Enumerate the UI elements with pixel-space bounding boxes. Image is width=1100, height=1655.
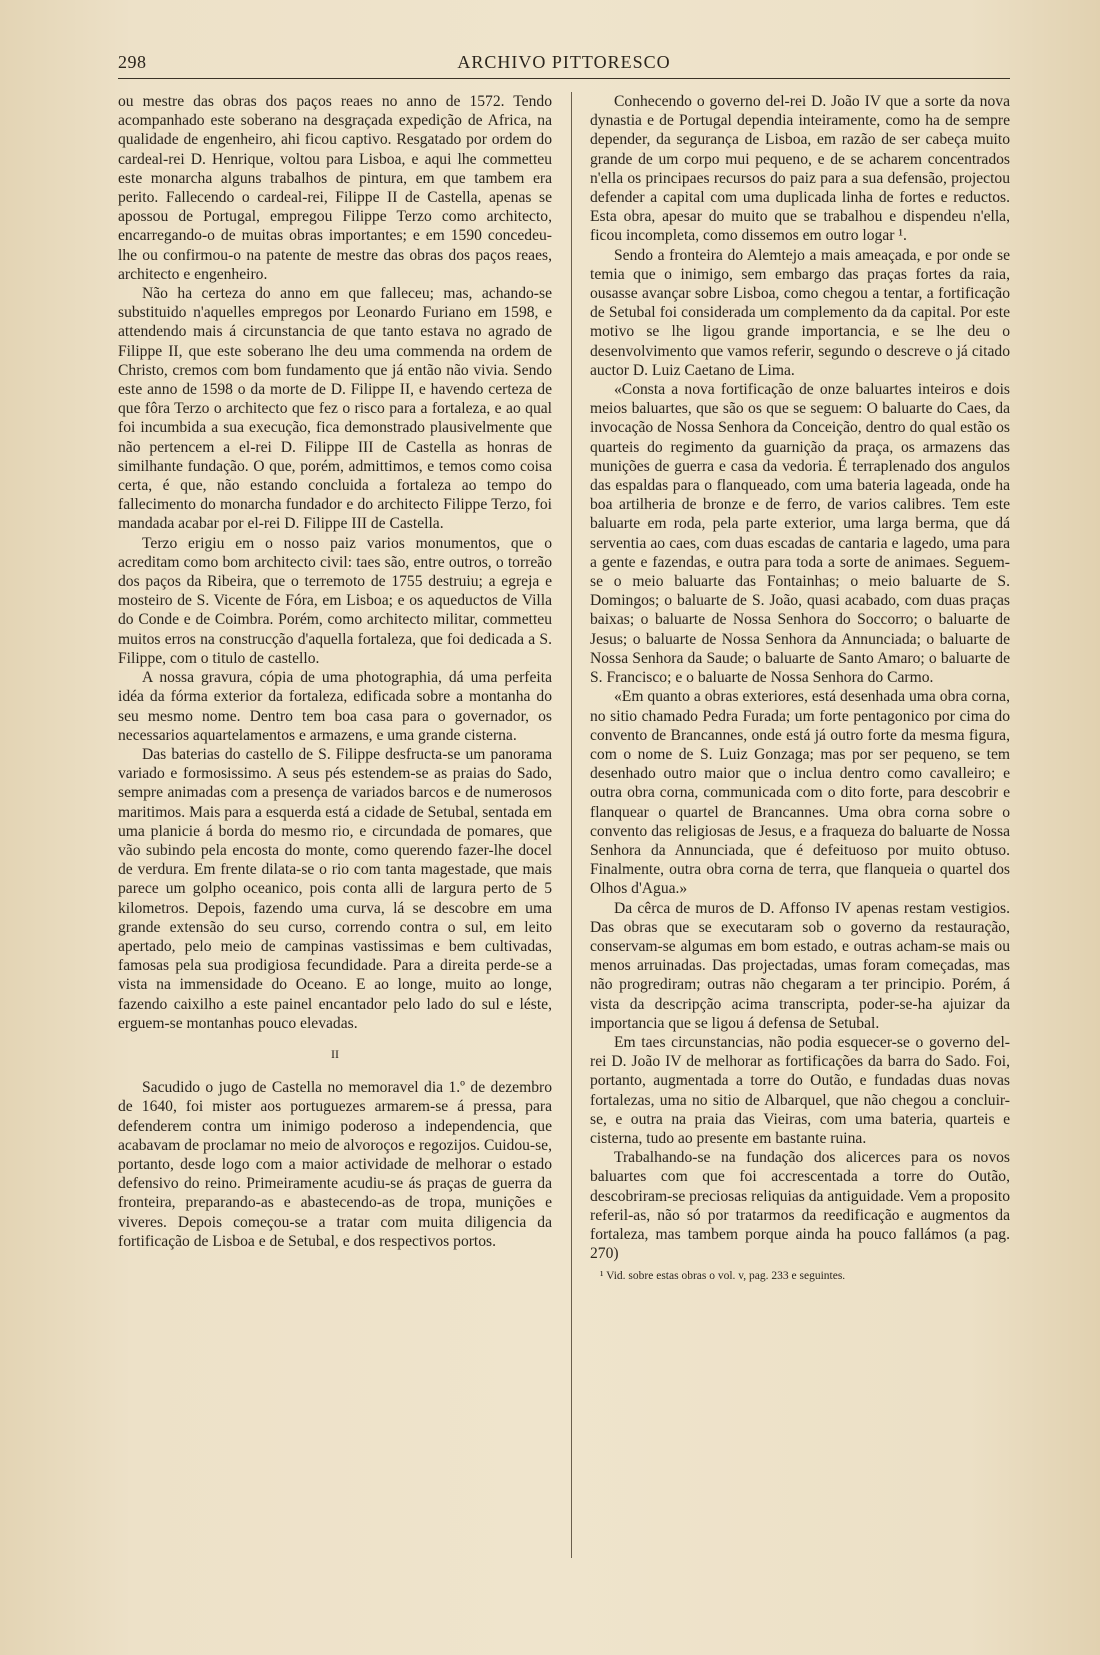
paragraph: «Em quanto a obras exteriores, está desenhada uma obra corna, no sitio chamado Pedra Furada; um forte pentagonico por cima do convento de Brancannes, onde está já outro forte da mesma figura, com o nome de S. Luiz Gonzaga; mas por ser pequeno, se tem desenhado outro maior que o inclua dentro como cavalleiro; e outra obra corna, communicada com o dito forte, para descobrir e flanquear o quartel de Brancannes. Uma obra corna sobre o convento das religiosas de Jesus, e a fraqueza do baluarte de Nossa Senhora da Annunciada, que é defeituoso por muito obtuso. Finalmente, outra obra corna de terra, que flanqueia o quartel dos Olhos d'Agua.» (590, 688, 1010, 898)
right-column (590, 92, 1010, 1284)
paragraph: Das baterias do castello de S. Filippe desfructa-se um panorama variado e formosissimo. A seus pés estendem-se as praias do Sado, sempre animadas com a presença de variados barcos e de numerosos maritimos. Mais para a esquerda está a cidade de Setubal, sentada em uma planicie á borda do mesmo rio, e circundada de pomares, que vão subindo pela encosta do monte, como querendo fazer-lhe docel de verdura. Em frente dilata-se o rio com tanta magestade, que mais parece um golpho oceanico, pois conta alli de largura perto de 5 kilometros. Depois, fazendo uma curva, lá se descobre em uma grande extensão do seu curso, correndo contra o sul, em leito apertado, pelo meio de campinas vastissimas e bem cultivadas, famosas pela sua prodigiosa fecundidade. Para a direita perde-se a vista na immensidade do Oceano. E ao longe, muito ao longe, fazendo caixilho a este painel encantador pelo lado do sul e léste, erguem-se montanhas pouco elevadas. (118, 745, 552, 1032)
left-column (118, 92, 552, 1251)
paragraph: ou mestre das obras dos paços reaes no anno de 1572. Tendo acompanhado este soberano na desgraçada expedição de Africa, na qualidade de engenheiro, ahi ficou captivo. Resgatado por ordem do cardeal-rei D. Henrique, voltou para Lisboa, e aqui lhe commetteu este monarcha alguns trabalhos de pintura, em que tambem era perito. Fallecendo o cardeal-rei, Filippe II de Castella, apenas se apossou de Portugal, empregou Filippe Terzo como architecto, encarregando-o de muitas obras importantes; e em 1590 concedeu-lhe ou confirmou-o na patente de mestre das obras dos paços reaes, architecto e engenheiro. (118, 93, 552, 283)
paragraph: Terzo erigiu em o nosso paiz varios monumentos, que o acreditam como bom architecto civil: taes são, entre outros, o torreão dos paços da Ribeira, que o terremoto de 1755 destruiu; a egreja e mosteiro de S. Vicente de Fóra, em Lisboa; e os aqueductos de Villa do Conde e de Coimbra. Porém, como architecto militar, commetteu muitos erros na construcção d'aquella fortaleza, que foi dedicada a S. Filippe, com o titulo de castello. (118, 534, 552, 667)
column-divider (571, 92, 572, 1558)
paragraph: «Consta a nova fortificação de onze baluartes inteiros e dois meios baluartes, que são os que se seguem: O baluarte do Caes, da invocação de Nossa Senhora da Conceição, dentro do qual estão os quarteis do regimento da guarnição da praça, os armazens das munições de guerra e casa da vedoria. É terraplenado dos angulos das espaldas para o flanqueado, com uma bateria lageada, onde ha boa artilheria de bronze e de ferro, de varios calibres. Tem este baluarte em roda, pela parte exterior, uma larga berma, que dá serventia ao caes, com duas escadas de cantaria e lagedo, uma para a gente e fazendas, e outra para toda a sorte de animaes. Seguem-se o meio baluarte das Fontainhas; o meio baluarte de S. Domingos; o baluarte de S. João, quasi acabado, com duas praças baixas; o baluarte de Nossa Senhora do Soccorro; o baluarte de Jesus; o baluarte de Nossa Senhora da Annunciada; o baluarte de Nossa Senhora da Saude; o baluarte de Santo Amaro; o baluarte de S. Francisco; e o baluarte de Nossa Senhora do Carmo. (590, 381, 1010, 687)
paragraph: A nossa gravura, cópia de uma photographia, dá uma perfeita idéa da fórma exterior da fortaleza, edificada sobre a montanha do seu mesmo nome. Dentro tem boa casa para o governador, os necessarios aquartelamentos e armazens, e uma grande cisterna. (118, 669, 552, 744)
paragraph: Conhecendo o governo del-rei D. João IV que a sorte da nova dynastia e de Portugal dependia inteiramente, como ha de sempre depender, da segurança de Lisboa, em razão de ser cabeça muito grande de um corpo mui pequeno, e de se acharem concentrados n'ella os principaes recursos do paiz para a sua defensão, projectou defender a capital com uma duplicada linha de fortes e reductos. Esta obra, apesar do muito que se trabalhou e dispendeu n'ella, ficou incompleta, como dissemos em outro logar ¹. (590, 93, 1010, 245)
paragraph: Da cêrca de muros de D. Affonso IV apenas restam vestigios. Das obras que se executaram sob o governo da restauração, conservam-se algumas em bom estado, e outras acham-se mais ou menos arruinadas. Das projectadas, umas foram começadas, mas não progrediram; outras não chegaram a ter principio. Porém, á vista da descripção acima transcripta, poder-se-ha ajuizar da importancia que se ligou á defensa de Setubal. (590, 899, 1010, 1032)
paragraph: Em taes circunstancias, não podia esquecer-se o governo del-rei D. João IV de melhorar as fortificações da barra do Sado. Foi, portanto, augmentada a torre do Outão, e fundadas duas novas fortalezas, uma no sitio de Albarquel, que não chegou a concluir-se, e outra na praia das Vieiras, com uma bateria, quarteis e cisterna, tudo ao presente em bastante ruina. (590, 1033, 1010, 1147)
running-title: ARCHIVO PITTORESCO (457, 52, 671, 72)
section-mark: II (331, 1046, 339, 1061)
page-number: 298 (118, 52, 147, 72)
paragraph: Sendo a fronteira do Alemtejo a mais ameaçada, e por onde se temia que o inimigo, sem embargo das praças fortes da raia, ousasse avançar sobre Lisboa, como chegou a tentar, a fortificação de Setubal foi considerada um complemento da da capital. Por este motivo se lhe ligou grande importancia, e se lhe deu o desenvolvimento que vamos referir, segundo o descreve o já citado auctor D. Luiz Caetano de Lima. (590, 246, 1010, 379)
footnote: ¹ Vid. sobre estas obras o vol. v, pag. 233 e seguintes. (600, 1270, 846, 1283)
paragraph: Não ha certeza do anno em que falleceu; mas, achando-se substituido n'aquelles empregos por Leonardo Furiano em 1598, e attendendo mais á circunstancia de que tanto estava no agrado de Filippe II, que este soberano lhe deu uma commenda na ordem de Christo, cremos com bom fundamento que já então não vivia. Sendo este anno de 1598 o da morte de D. Filippe II, e havendo certeza de que fôra Terzo o architecto que fez o risco para a fortaleza, e ao qual foi incumbida a sua execução, fica demonstrado plausivelmente que não pertencem a el-rei D. Filippe III de Castella as honras de similhante fundação. O que, porém, admittimos, e temos como coisa certa, é que, não estando concluida a fortaleza ao tempo do fallecimento do monarcha fundador e do architecto Filippe Terzo, foi mandada acabar por el-rei D. Filippe III de Castella. (118, 285, 552, 533)
paragraph: Trabalhando-se na fundação dos alicerces para os novos baluartes com que foi accrescentada a torre do Outão, descobriram-se preciosas reliquias da antiguidade. Vem a proposito referil-as, não só por tratarmos da reedificação e augmentos da fortaleza, mas tambem porque ainda ha pouco fallámos (a pag. 270) (590, 1149, 1010, 1263)
paragraph: Sacudido o jugo de Castella no memoravel dia 1.º de dezembro de 1640, foi mister aos portuguezes armarem-se á pressa, para defenderem contra um inimigo poderoso a independencia, que acabavam de proclamar no meio de alvoroços e regozijos. Cuidou-se, portanto, desde logo com a maior actividade de melhorar o estado defensivo do reino. Primeiramente acudiu-se ás praças de guerra da fronteira, preparando-as e abastecendo-as de tropa, munições e viveres. Depois começou-se a tratar com muita diligencia da fortificação de Lisboa e de Setubal, e dos respectivos portos. (118, 1079, 552, 1250)
running-header (118, 52, 1010, 79)
